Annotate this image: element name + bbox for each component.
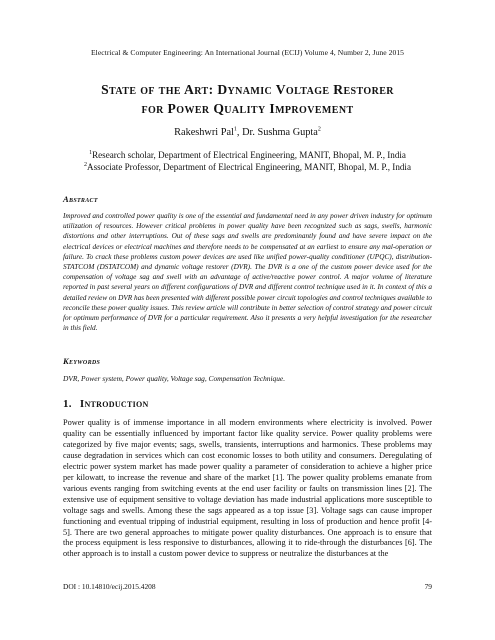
title-line-1: State of the Art: Dynamic Voltage Restorer — [101, 82, 394, 97]
affiliation-2 — [75, 162, 420, 174]
page-number: 79 — [424, 582, 432, 591]
abstract-text: Improved and controlled power quality is one of the essential and fundamental need in any power driven industry for optimum utilization of resources. However critical problems in power quality have been recognized such as sags, swells, harmonic distortions and other interruptions. Out of these sags and swells are predominantly found and have severe impact on the electrical devices or electrical machines and therefore needs to be compensated at an earliest to ensure any mal-operation or failure. To crack these problems custom power devices are used like unified power-quality conditioner (UPQC), distribution-STATCOM (DSTATCOM) and dynamic voltage restorer (DVR). The DVR is a one of the custom power device used for the compensation of voltage sag and swell with an advantage of active/reactive power control. A major volume of literature reported in past several years on different configurations of DVR and different control technique used in it. In context of this a detailed review on DVR has been presented with different possible power circuit topologies and control techniques available to reconcile these power quality issues. This review article will contribute in better selection of control strategy and power circuit for optimum performance of DVR for a particular requirement. Also it presents a very helpful investigation for the researcher in this field. — [63, 212, 432, 333]
author-2: Dr. Sushma Gupta — [242, 127, 318, 138]
title-line-2: for Power Quality Improvement — [141, 101, 354, 116]
doi-footer: DOI : 10.14810/ecij.2015.4208 — [63, 582, 156, 591]
affiliation-1-text: Research scholar, Department of Electrical Engineering, MANIT, Bhopal, M. P., India — [92, 150, 406, 160]
affiliation-2-sup: 2 — [84, 161, 87, 168]
introduction-text: Power quality is of immense importance in all modern environments where electricity is involved. Power quality can be essentially influenced by important factor like quality service. Power quality problems were categorized by five major events; sags, swells, transients, interruptions and harmonics. These problems may cause degradation in services which can cost economic losses to both utility and consumers. Deregulating of electric power system market has made power quality a parameter of consideration to achieve a higher price per kilowatt, to increase the revenue and share of the market [1]. The power quality problems emanate from various events ranging from switching events at the end user facility or faults on transmission lines [2]. The extensive use of equipment sensitive to voltage deviation has made industrial applications more susceptible to voltage sags and swells. Among these the sags appeared as a top issue [3]. Voltage sags can cause improper functioning and eventual tripping of industrial equipment, resulting in loss of production and hence profit [4-5]. There are two general approaches to mitigate power quality disturbances. One approach is to ensure that the process equipment is less responsive to disturbances, allowing it to ride-through the disturbances [6]. The other approach is to install a custom power device to suppress or neutralize the disturbances at the — [63, 418, 432, 559]
introduction-heading — [63, 398, 149, 410]
author-list — [0, 127, 495, 138]
abstract-heading: Abstract — [63, 194, 98, 204]
affiliation-1-sup: 1 — [89, 149, 93, 156]
author-1-sup: 1 — [233, 126, 237, 133]
author-1: Rakeshwri Pal — [174, 127, 234, 138]
journal-header: Electrical & Computer Engineering: An International Journal (ECIJ) Volume 4, Number 2, June 2015 — [90, 48, 405, 57]
affiliations — [75, 150, 420, 173]
section-number: 1. — [63, 398, 72, 410]
keywords-heading: Keywords — [63, 356, 101, 366]
author-2-sup: 2 — [317, 126, 321, 133]
affiliation-2-text: Associate Professor, Department of Electrical Engineering, MANIT, Bhopal, M. P., India — [87, 161, 411, 172]
keywords-text: DVR, Power system, Power quality, Voltage sag, Compensation Technique. — [63, 374, 286, 383]
section-title: Introduction — [79, 398, 149, 410]
affiliation-1 — [75, 150, 420, 162]
paper-title — [30, 80, 465, 118]
author-separator: , — [236, 127, 243, 138]
